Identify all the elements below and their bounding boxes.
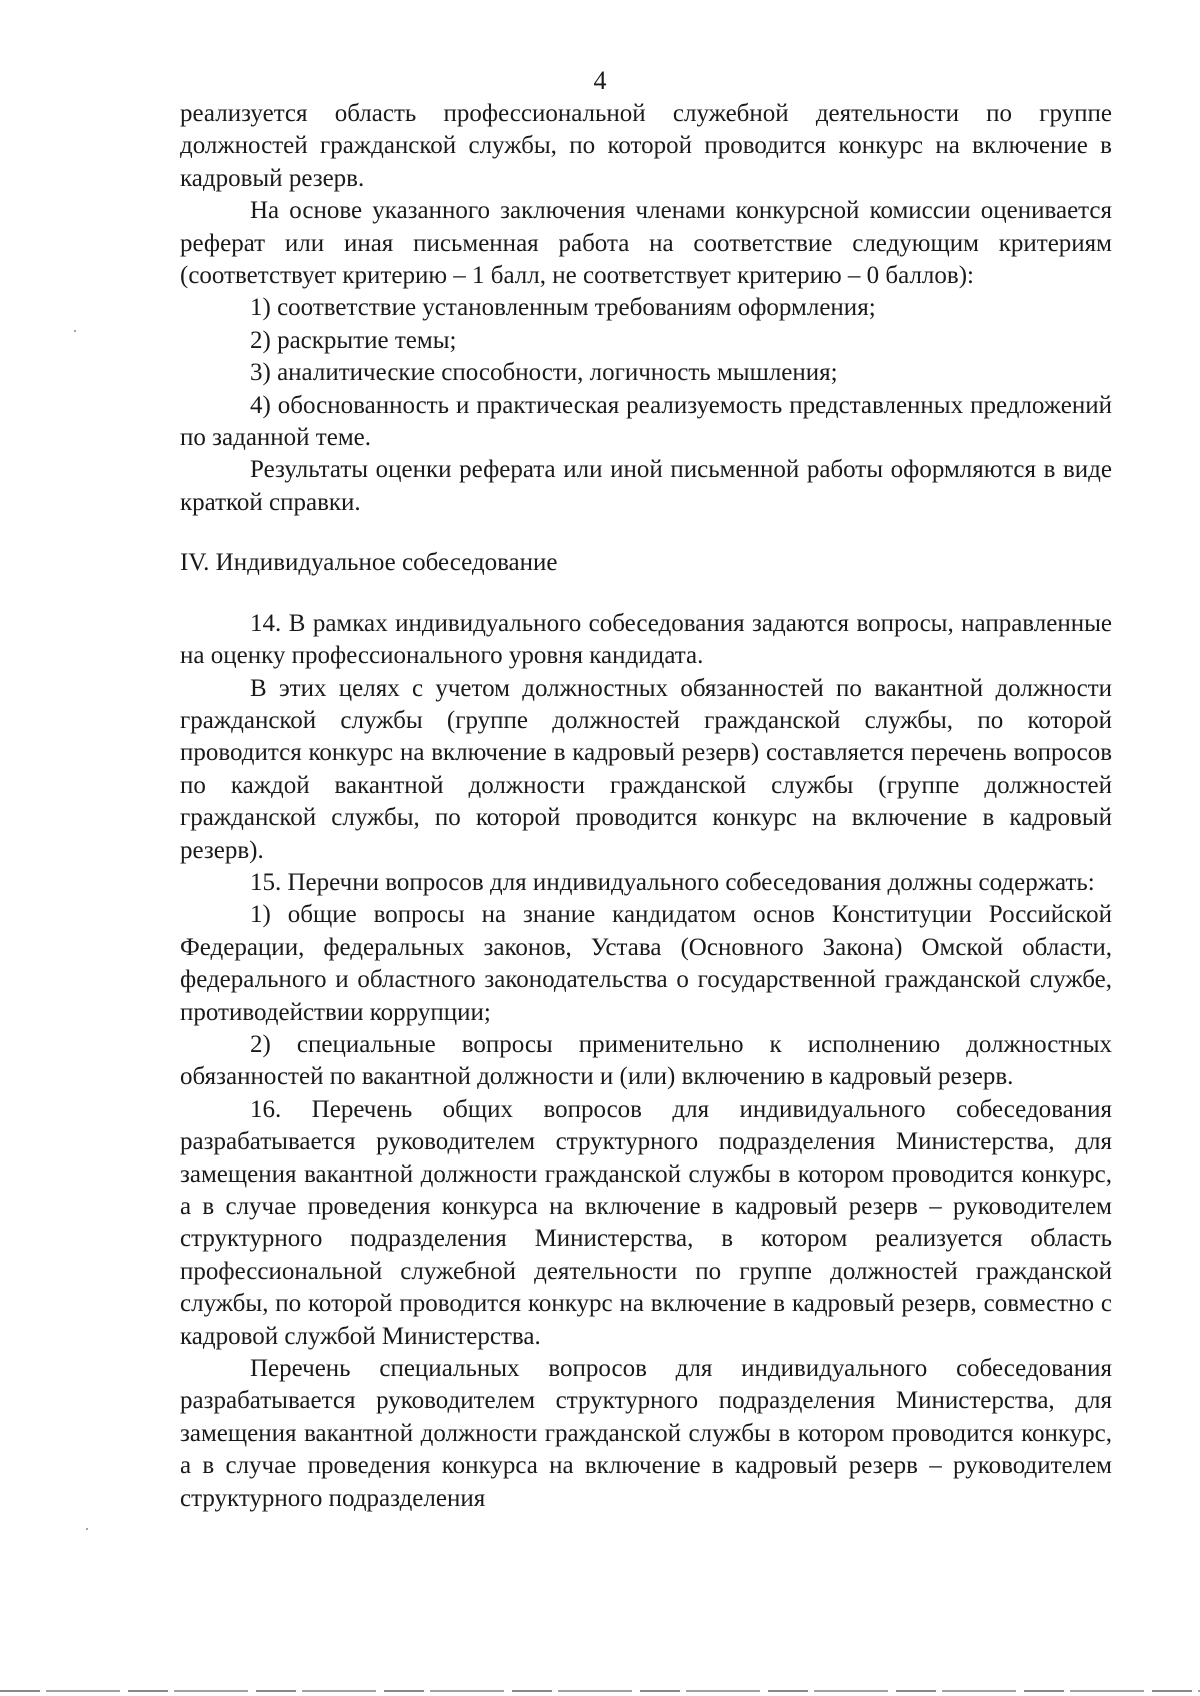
scan-speck (86, 1528, 88, 1530)
criteria-item-2: 2) раскрытие темы; (250, 326, 457, 354)
section-heading: IV. Индивидуальное собеседование (180, 549, 558, 577)
paragraph-14: 14. В рамках индивидуального собеседования задаются вопросы, направленные на оценку профессионального уровня кандидата. (180, 609, 1112, 670)
criteria-item-1: 1) соответствие установленным требованиям оформления; (250, 294, 876, 322)
paragraph-criteria-intro: На основе указанного заключения членами конкурсной комиссии оценивается реферат или иная письменная работа на соответствие следующим критериям (соответствует критерию – 1 балл, не соответствует критерию – 0 баллов): (180, 197, 1112, 290)
question-list-item-1: 1) общие вопросы на знание кандидатом основ Конституции Российской Федерации, федеральных законов, Устава (Основного Закона) Омской области, федерального и областного законодательства о государственной гражданской службе, противодействии коррупции; (180, 901, 1112, 1026)
scan-speck (74, 330, 76, 332)
criteria-item-4: 4) обоснованность и практическая реализуемость представленных предложений по заданной теме. (180, 391, 1112, 452)
paragraph-results: Результаты оценки реферата или иной письменной работы оформляются в виде краткой справки. (180, 456, 1112, 516)
paragraph-16: 16. Перечень общих вопросов для индивидуального собеседования разрабатывается руководителем структурного подразделения Министерства, для замещения вакантной должности гражданской службы в котором проводится конкурс, а в случае проведения конкурса на включение в кадровый резерв – руководителем структурного подразделения Министерства, в котором реализуется область профессиональной служебной деятельности по группе должностей гражданской службы, по которой проводится конкурс на включение в кадровый резерв, совместно с кадровой службой Министерства. (180, 1095, 1112, 1350)
scan-edge-line (0, 1690, 1200, 1692)
page-number: 4 (593, 66, 607, 95)
criteria-item-3: 3) аналитические способности, логичность мышления; (250, 359, 838, 387)
paragraph-14-detail: В этих целях с учетом должностных обязанностей по вакантной должности гражданской службы (группе должностей гражданской службы, по которой проводится конкурс на включение в кадровый резерв) составляется перечень вопросов по каждой вакантной должности гражданской службы (группе должностей гражданской службы, по которой проводится конкурс на включение в кадровый резерв). (180, 674, 1112, 864)
paragraph-continuation: реализуется область профессиональной служебной деятельности по группе должностей гражданской службы, по которой проводится конкурс на включение в кадровый резерв. (180, 100, 1112, 192)
paragraph-15: 15. Перечни вопросов для индивидуального собеседования должны содержать: (250, 868, 1095, 896)
paragraph-special-questions: Перечень специальных вопросов для индивидуального собеседования разрабатывается руководителем структурного подразделения Министерства, для замещения вакантной должности гражданской службы в котором проводится конкурс, а в случае проведения конкурса на включение в кадровый резерв – руководителем структурного подразделения (180, 1355, 1112, 1512)
document-body (180, 98, 1112, 1515)
question-list-item-2: 2) специальные вопросы применительно к исполнению должностных обязанностей по вакантной должности и (или) включению в кадровый резерв. (180, 1030, 1112, 1091)
